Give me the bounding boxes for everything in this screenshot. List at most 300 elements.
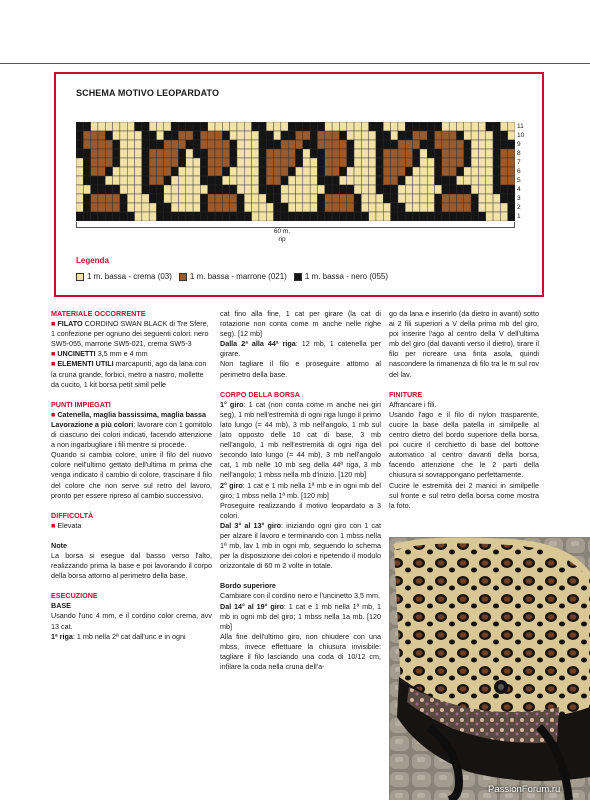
stitch-cell (113, 185, 120, 194)
stitch-cell (222, 158, 229, 167)
row-number: 8 (517, 149, 521, 157)
stitch-cell (91, 212, 98, 221)
stitch-cell (288, 140, 295, 149)
stitch-cell (230, 185, 237, 194)
stitch-cell (413, 167, 420, 176)
stitch-cell (317, 194, 324, 203)
stitch-cell (149, 176, 156, 185)
stitch-cell (435, 185, 442, 194)
stitch-cell (142, 194, 149, 203)
bag-photo (389, 537, 590, 800)
giro1-para (220, 400, 381, 481)
stitch-cell (478, 149, 485, 158)
stitch-cell (317, 203, 324, 212)
giro2-text: : 1 cat e 1 mb nella 1ª mb e in ogni mb del giro; 1 mbss nella 1ª mb. [120 mb] (220, 480, 381, 500)
stitch-cell (317, 149, 324, 158)
stitch-cell (493, 203, 500, 212)
stitch-cell (493, 185, 500, 194)
stitch-cell (361, 140, 368, 149)
stitch-cell (325, 194, 332, 203)
stitch-cell (105, 140, 112, 149)
stitch-cell (230, 176, 237, 185)
stitch-cell (303, 167, 310, 176)
stitch-cell (200, 149, 207, 158)
stitch-cell (274, 131, 281, 140)
stitch-cell (427, 122, 434, 131)
stitch-cell (186, 158, 193, 167)
stitch-cell (391, 176, 398, 185)
stitch-cell (171, 131, 178, 140)
stitch-cell (120, 131, 127, 140)
stitch-cell (281, 212, 288, 221)
stitch-cell (303, 212, 310, 221)
stitch-cell (456, 185, 463, 194)
stitch-cell (200, 158, 207, 167)
stitch-cell (164, 167, 171, 176)
stitch-cell (464, 140, 471, 149)
stitch-cell (317, 158, 324, 167)
stitch-cell (383, 185, 390, 194)
stitch-cell (449, 194, 456, 203)
stitch-cell (288, 158, 295, 167)
stitch-cell (135, 203, 142, 212)
stitch-cell (405, 185, 412, 194)
stitch-cell (354, 131, 361, 140)
stitch-cell (120, 140, 127, 149)
stitch-cell (164, 131, 171, 140)
stitch-cell (83, 167, 90, 176)
stitch-cell (281, 167, 288, 176)
stitch-cell (186, 140, 193, 149)
stitch-cell (296, 131, 303, 140)
stitch-cell (91, 158, 98, 167)
stitch-cell (332, 212, 339, 221)
stitch-cell (405, 203, 412, 212)
stitch-cell (369, 149, 376, 158)
stitch-cell (456, 212, 463, 221)
stitch-cell (383, 167, 390, 176)
stitch-cell (274, 122, 281, 131)
stitch-cell (193, 149, 200, 158)
stitch-cell (347, 131, 354, 140)
stitch-cell (222, 122, 229, 131)
stitch-cell (200, 140, 207, 149)
stitch-cell (91, 176, 98, 185)
stitch-cell (449, 122, 456, 131)
stitch-cell (500, 158, 507, 167)
stitch-cell (186, 122, 193, 131)
stitch-cell (376, 158, 383, 167)
section-esecuzione: ESECUZIONE (51, 591, 98, 601)
stitch-cell (332, 203, 339, 212)
stitch-cell (222, 176, 229, 185)
stitch-cell (347, 158, 354, 167)
stitch-cell (266, 185, 273, 194)
stitch-cell (391, 194, 398, 203)
stitch-cell (303, 203, 310, 212)
dalla-label: Dalla 2ª alla 44ª riga (220, 339, 296, 349)
stitch-cell (288, 212, 295, 221)
stitch-cell (200, 212, 207, 221)
stitch-cell (310, 185, 317, 194)
stitch-cell (332, 158, 339, 167)
stitch-cell (383, 212, 390, 221)
stitch-cell (361, 194, 368, 203)
stitch-cell (193, 158, 200, 167)
stitch-cell (376, 203, 383, 212)
stitch-cell (486, 149, 493, 158)
stitch-cell (427, 158, 434, 167)
lavorazione-para (51, 420, 212, 450)
stitch-cell (391, 167, 398, 176)
stitch-cell (310, 167, 317, 176)
stitch-cell (493, 149, 500, 158)
stitch-cell (244, 203, 251, 212)
stitch-cell (274, 158, 281, 167)
stitch-cell (486, 194, 493, 203)
stitch-cell (500, 122, 507, 131)
stitch-cell (171, 212, 178, 221)
stitch-cell (266, 194, 273, 203)
stitch-cell (171, 140, 178, 149)
stitch-cell (405, 140, 412, 149)
stitch-cell (259, 203, 266, 212)
stitch-cell (354, 194, 361, 203)
stitch-cell (91, 203, 98, 212)
stitch-cell (325, 122, 332, 131)
stitch-cell (310, 212, 317, 221)
stitch-cell (471, 149, 478, 158)
stitch-cell (91, 149, 98, 158)
stitch-cell (493, 158, 500, 167)
stitch-cell (310, 203, 317, 212)
col3-p2: Affrancare i fili. (389, 399, 437, 409)
stitch-cell (317, 140, 324, 149)
stitch-cell (317, 167, 324, 176)
stitch-cell (178, 122, 185, 131)
stitch-cell (296, 194, 303, 203)
stitch-cell (369, 167, 376, 176)
stitch-cell (105, 194, 112, 203)
stitch-cell (464, 131, 471, 140)
stitch-cell (361, 131, 368, 140)
dalla-text: : 12 mb, 1 catenella per girare. (220, 339, 381, 359)
stitch-cell (486, 167, 493, 176)
stitch-cell (508, 212, 515, 221)
stitch-cell (398, 149, 405, 158)
stitch-cell (208, 167, 215, 176)
stitch-cell (317, 185, 324, 194)
stitch-cell (354, 203, 361, 212)
stitch-cell (332, 185, 339, 194)
stitch-cell (471, 203, 478, 212)
stitch-cell (354, 167, 361, 176)
stitch-cell (113, 149, 120, 158)
stitch-cell (142, 176, 149, 185)
stitch-cell (391, 131, 398, 140)
stitch-cell (376, 149, 383, 158)
bordo-title: Bordo superiore (220, 581, 276, 591)
width-count: 60 m. (273, 228, 291, 235)
stitch-cell (508, 185, 515, 194)
stitch-cell (135, 122, 142, 131)
giro1-text: : 1 cat (non conta come m anche nei giri seg), 1 mb nell'estremità di ogni riga lungo il primo lato lungo (= 44 mb), 3 mb nell'angolo, 1 mb sul lato opposto delle 10 cat di base, 3 mb nell'angolo, 1 mb nell'estremità di ogni riga del secondo lato lungo (= 44 mb), 3 mb nell'angolo cat, 1 mb nelle 10 mb seg della 44ª riga, 3 mb nell'angolo; 1 mbss nella mb d'inizio. [120 mb] (220, 399, 381, 480)
stitch-cell (222, 140, 229, 149)
stitch-cell (442, 131, 449, 140)
stitch-cell (464, 158, 471, 167)
stitch-cell (230, 149, 237, 158)
dal14-para (220, 602, 381, 632)
stitch-cell (405, 167, 412, 176)
stitch-cell (142, 149, 149, 158)
uncinetti-para (51, 349, 212, 359)
stitch-cell (471, 122, 478, 131)
stitch-cell (259, 176, 266, 185)
col2-p1: cat fino alla fine, 1 cat per girare (la cat di rotazione non conta come m anche nelle righe seg). [12 mb] (220, 309, 381, 339)
chart-title: SCHEMA MOTIVO LEOPARDATO (76, 88, 220, 98)
stitch-cell (230, 122, 237, 131)
stitch-cell (142, 212, 149, 221)
stitch-cell (398, 158, 405, 167)
stitch-cell (259, 122, 266, 131)
stitch-cell (244, 212, 251, 221)
stitch-cell (105, 167, 112, 176)
stitch-cell (310, 122, 317, 131)
stitch-cell (244, 149, 251, 158)
stitch-cell (486, 131, 493, 140)
stitch-cell (296, 167, 303, 176)
stitch-cell (347, 212, 354, 221)
stitch-cell (135, 194, 142, 203)
riga1-label: 1ª riga (51, 631, 73, 641)
stitch-cell (120, 185, 127, 194)
stitch-cell (142, 185, 149, 194)
stitch-cell (259, 167, 266, 176)
stitch-cell (508, 140, 515, 149)
section-finiture: FINITURE (389, 389, 423, 399)
stitch-cell (369, 140, 376, 149)
stitch-cell (274, 203, 281, 212)
stitch-cell (449, 140, 456, 149)
stitch-cell (508, 194, 515, 203)
stitch-cell (427, 185, 434, 194)
stitch-cell (76, 194, 83, 203)
stitch-cell (281, 203, 288, 212)
stitch-cell (164, 149, 171, 158)
stitch-cell (171, 149, 178, 158)
stitch-cell (369, 194, 376, 203)
stitch-cell (347, 149, 354, 158)
legend-title: Legenda (76, 256, 109, 265)
filato-text: CORDINO SWAN BLACK di Tre Sfere, 1 confezione per ognuno dei seguenti colori: nero SW5-055, marrone SW5-021, crema SW5-3 (51, 319, 209, 349)
stitch-cell (76, 131, 83, 140)
stitch-cell (135, 185, 142, 194)
stitch-cell (508, 149, 515, 158)
stitch-cell (332, 122, 339, 131)
stitch-cell (142, 167, 149, 176)
stitch-cell (427, 194, 434, 203)
stitch-cell (347, 176, 354, 185)
stitch-cell (296, 140, 303, 149)
stitch-cell (310, 176, 317, 185)
row-number: 2 (517, 203, 521, 211)
stitch-cell (288, 185, 295, 194)
stitch-cell (215, 131, 222, 140)
stitch-cell (178, 203, 185, 212)
legend-swatch-black (294, 273, 302, 281)
stitch-cell (244, 194, 251, 203)
stitch-cell (274, 149, 281, 158)
stitch-cell (127, 176, 134, 185)
stitch-cell (303, 149, 310, 158)
repeat-label: rip (278, 236, 286, 243)
stitch-cell (120, 176, 127, 185)
stitch-cell (288, 194, 295, 203)
stitch-cell (178, 140, 185, 149)
stitch-cell (471, 212, 478, 221)
stitch-cell (369, 176, 376, 185)
stitch-cell (200, 122, 207, 131)
stitch-cell (215, 149, 222, 158)
stitch-cell (156, 140, 163, 149)
stitch-cell (449, 176, 456, 185)
bordo-text: Cambiare con il cordino nero e l'uncinetto 3,5 mm. (220, 591, 380, 601)
stitch-cell (508, 158, 515, 167)
stitch-cell (376, 176, 383, 185)
stitch-cell (171, 194, 178, 203)
stitch-cell (76, 122, 83, 131)
stitch-cell (442, 140, 449, 149)
stitch-cell (347, 122, 354, 131)
stitch-cell (413, 131, 420, 140)
section-materiale: MATERIALE OCCORRENTE (51, 309, 146, 318)
stitch-cell (325, 203, 332, 212)
stitch-cell (361, 167, 368, 176)
stitch-cell (178, 167, 185, 176)
stitch-cell (420, 167, 427, 176)
stitch-cell (339, 203, 346, 212)
stitch-cell (244, 122, 251, 131)
stitch-cell (478, 122, 485, 131)
stitch-cell (266, 167, 273, 176)
stitch-cell (274, 194, 281, 203)
stitch-cell (449, 149, 456, 158)
section-corpo: CORPO DELLA BORSA (220, 389, 300, 399)
stitch-cell (105, 131, 112, 140)
stitch-cell (135, 176, 142, 185)
stitch-cell (244, 140, 251, 149)
stitch-cell (215, 176, 222, 185)
stitch-cell (142, 131, 149, 140)
stitch-cell (164, 158, 171, 167)
stitch-cell (149, 167, 156, 176)
stitch-cell (332, 149, 339, 158)
stitch-cell (230, 158, 237, 167)
row-number: 1 (517, 212, 521, 220)
stitch-cell (361, 176, 368, 185)
stitch-cell (113, 167, 120, 176)
giro1-label: 1° giro (220, 399, 244, 409)
stitch-cell (310, 149, 317, 158)
elementi-text: marcapunti, ago da lana con la cruna grande, forbici, metro a nastro, mollette da cucito, 1 kit borsa petit simil pelle (51, 359, 207, 389)
stitch-cell (164, 185, 171, 194)
stitch-cell (222, 131, 229, 140)
stitch-cell (486, 203, 493, 212)
stitch-cell (171, 203, 178, 212)
stitch-cell (193, 122, 200, 131)
stitch-cell (325, 140, 332, 149)
stitch-cell (478, 167, 485, 176)
stitch-cell (500, 185, 507, 194)
stitch-cell (120, 194, 127, 203)
stitch-cell (478, 158, 485, 167)
stitch-cell (281, 149, 288, 158)
stitch-cell (383, 158, 390, 167)
stitch-cell (266, 203, 273, 212)
stitch-cell (237, 212, 244, 221)
stitch-cell (303, 185, 310, 194)
stitch-cell (405, 212, 412, 221)
uncinetti-text: 3,5 mm e 4 mm (97, 349, 148, 359)
stitch-cell (259, 185, 266, 194)
stitch-cell (369, 131, 376, 140)
stitch-cell (376, 212, 383, 221)
stitch-cell (113, 131, 120, 140)
stitch-cell (303, 122, 310, 131)
stitch-cell (178, 176, 185, 185)
stitch-cell (76, 185, 83, 194)
filato-label: FILATO (57, 319, 83, 329)
stitch-cell (296, 203, 303, 212)
stitch-cell (405, 122, 412, 131)
stitch-cell (266, 131, 273, 140)
stitch-cell (383, 131, 390, 140)
stitch-cell (252, 140, 259, 149)
column-2 (220, 309, 381, 672)
stitch-cell (478, 203, 485, 212)
stitch-cell (266, 158, 273, 167)
stitch-cell (156, 149, 163, 158)
stitch-cell (142, 203, 149, 212)
stitch-cell (464, 122, 471, 131)
stitch-cell (288, 167, 295, 176)
bullet-square: ■ (51, 409, 58, 419)
stitch-cell (478, 212, 485, 221)
stitch-cell (398, 212, 405, 221)
stitch-cell (200, 185, 207, 194)
stitch-cell (435, 122, 442, 131)
stitch-cell (325, 176, 332, 185)
stitch-cell (208, 194, 215, 203)
stitch-cell (303, 131, 310, 140)
stitch-cell (149, 194, 156, 203)
stitch-cell (237, 122, 244, 131)
stitch-cell (244, 158, 251, 167)
stitch-cell (310, 194, 317, 203)
stitch-cell (508, 131, 515, 140)
stitch-cell (347, 185, 354, 194)
stitch-cell (208, 212, 215, 221)
elementi-label: ELEMENTI UTILI (57, 359, 114, 369)
stitch-cell (91, 140, 98, 149)
stitch-cell (83, 203, 90, 212)
stitch-cell (120, 203, 127, 212)
stitch-cell (127, 203, 134, 212)
stitch-cell (200, 194, 207, 203)
stitch-cell (91, 185, 98, 194)
stitch-cell (244, 131, 251, 140)
stitch-cell (274, 185, 281, 194)
